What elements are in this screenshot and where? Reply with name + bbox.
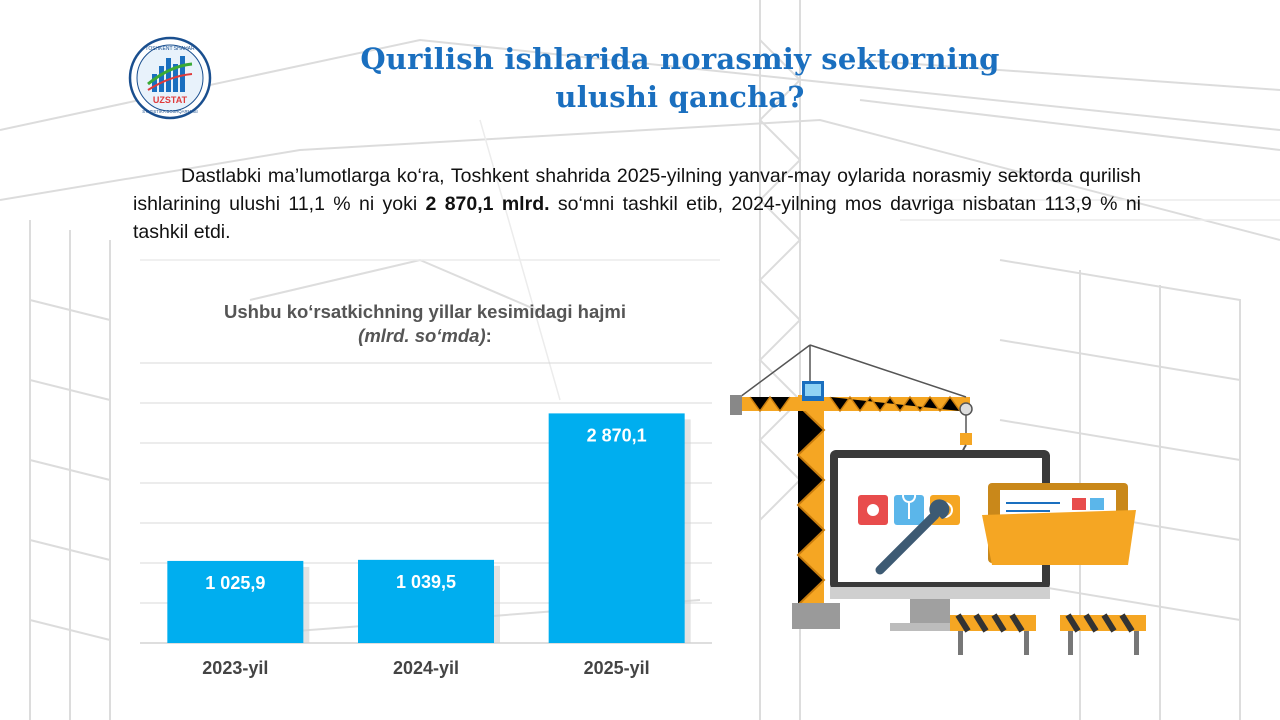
intro-text-part1: Dastlabki ma’lumotlarga ko‘ra, Toshkent shahrida 2025-yilning yanvar-may oylarida norasmiy sektorda qurilish ishlarining ulushi 11,1 % ni yoki — [133, 165, 1141, 215]
x-tick-label: 2025-yil — [583, 658, 650, 678]
folder-icon — [982, 483, 1136, 565]
intro-text-part2: so‘mni tashkil etib, 2024-yilning mos davriga nisbatan 113,9 % ni tashkil etdi. — [133, 193, 1141, 243]
chart-title-line1: Ushbu ko‘rsatkichning yillar kesimidagi hajmi — [224, 301, 626, 322]
construction-crane-illustration — [730, 335, 1160, 665]
chart-title-unit: (mlrd. so‘mda) — [358, 325, 486, 346]
x-tick-label: 2024-yil — [392, 658, 460, 678]
x-tick-label: 2023-yil — [202, 658, 269, 678]
logo-top-text: TOSHKENT SHAHAR — [145, 46, 195, 52]
page-title-line1: Qurilish ishlarida norasmiy sektorning — [360, 42, 1000, 76]
page-title-line2: ulushi qancha? — [555, 80, 805, 114]
logo-bottom-text: STATISTIKA BOSHQARMASI — [142, 109, 198, 114]
chart-bars — [167, 413, 690, 643]
data-label: 1 025,9 — [205, 572, 266, 593]
logo-brand-text: UZSTAT — [152, 95, 188, 105]
barrier-icon — [950, 615, 1146, 655]
bar-2025-yil — [549, 413, 685, 643]
data-label: 1 039,5 — [395, 571, 457, 592]
intro-text-bold: 2 870,1 mlrd. — [425, 193, 550, 215]
data-label: 2 870,1 — [586, 425, 647, 446]
chart-title-colon: : — [485, 325, 492, 346]
